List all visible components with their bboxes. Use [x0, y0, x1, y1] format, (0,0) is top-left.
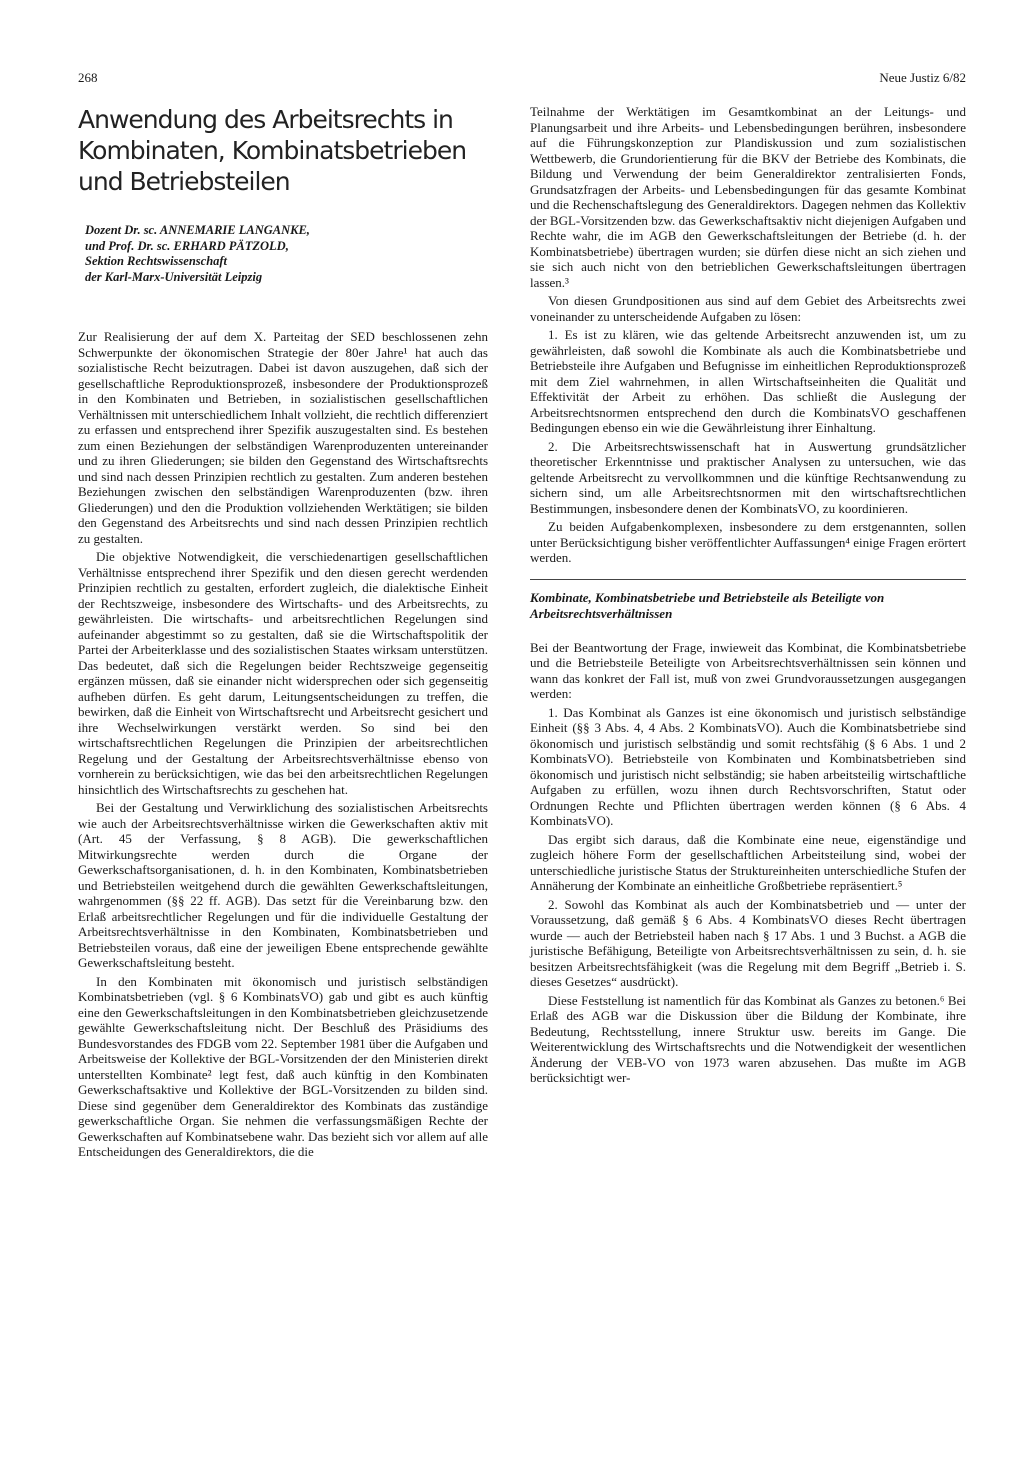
- article-title: Anwendung des Arbeitsrechts in Kombinaten, Kombinatsbetrieben und Betriebsteilen: [78, 105, 467, 196]
- list-paragraph: 2. Die Arbeitsrechtswissenschaft hat in Auswertung grundsätzlicher theoretischer Erkenntnisse und praktischer Analysen zu untersuchen, wie das geltende Arbeitsrecht zu vervollkommnen und die künftige Rechtsanwendung zu sichern sind, um alle Arbeitsrechtsnormen mit den wirtschaftsrechtlichen Bestimmungen, insbesondere denen der KombinatsVO, zu koordinieren.: [530, 438, 966, 516]
- body-paragraph: Das ergibt sich daraus, daß die Kombinate eine neue, eigenständige und zugleich höhere Form der gesellschaftlichen Arbeitsteilung sind, wobei der unterschiedliche juristische Status der Struktureinheiten unterschiedliche Stufen der Annäherung der Kombinate an einheitliche Großbetriebe repräsentiert.⁵: [530, 831, 966, 893]
- right-column: [530, 104, 966, 1086]
- body-paragraph: Diese Feststellung ist namentlich für das Kombinat als Ganzes zu betonen.⁶ Bei Erlaß des AGB war die Diskussion über die Bildung der Kombinate, ihre Bedeutung, Rechtsstellung, innere Struktur usw. bereits im Gange. Die Weiterentwicklung des Wirtschaftsrechts und die Notwendigkeit der wesentlichen Änderung der VEB-VO von 1973 waren abzusehen. Das mußte im AGB berücksichtigt wer-: [530, 992, 966, 1085]
- author-block: [85, 223, 488, 285]
- author-affiliation: der Karl-Marx-Universität Leipzig: [85, 269, 263, 284]
- author-line: Dozent Dr. sc. ANNEMARIE LANGANKE,: [85, 223, 310, 237]
- author-line: und Prof. Dr. sc. ERHARD PÄTZOLD,: [85, 238, 289, 253]
- list-paragraph: 2. Sowohl das Kombinat als auch der Kombinatsbetrieb und — unter der Voraussetzung, daß gemäß § 6 Abs. 4 KombinatsVO dieses Recht übertragen wurde — auch der Betriebsteil haben nach § 17 Abs. 1 und 3 Buchst. a AGB die juristische Befähigung, Beteiligte von Arbeitsrechtsverhältnissen zu sein, d. h. sie besitzen Arbeitsrechtsfähigkeit (was die Regelung mit dem Begriff „Betrieb i. S. dieses Gesetzes“ ausdrückt).: [530, 896, 966, 989]
- journal-issue: Neue Justiz 6/82: [879, 70, 966, 85]
- body-paragraph: Zu beiden Aufgabenkomplexen, insbesondere zu dem erstgenannten, sollen unter Berücksichtigung bisher veröffentlichter Auffassungen⁴ einige Fragen erörtert werden.: [530, 519, 966, 565]
- list-paragraph: 1. Es ist zu klären, wie das geltende Arbeitsrecht anzuwenden ist, um zu gewährleisten, daß sowohl die Kombinate als auch die Kombinatsbetriebe und Betriebsteile ihre Aufgaben und Befugnisse im einheitlichen Reproduktionsprozeß mit dem Ziel wahrnehmen, in allen Wirtschaftseinheiten die Qualität und Effektivität der Arbeit zu erhöhen. Das schließt die Auslegung der Arbeitsrechtsnormen entsprechend den durch die KombinatsVO geschaffenen Bedingungen ebenso ein wie die Gewährleistung ihrer Einhaltung.: [530, 327, 966, 435]
- section-heading: Kombinate, Kombinatsbetriebe und Betriebsteile als Beteiligte von Arbeitsrechtsverhältnissen: [530, 589, 885, 621]
- body-paragraph: Die objektive Notwendigkeit, die verschiedenartigen gesellschaftlichen Verhältnisse entsprechend ihrer Spezifik und den diesen gerecht werdenden Prinzipien rechtlich zu gestalten, erfordert zugleich, die dialektische Einheit der Rechtszweige, insbesondere des Wirtschafts- und des Arbeitsrechts, zu gewährleisten. Die wirtschafts- und arbeitsrechtlichen Regelungen sind aufeinander abgestimmt so zu gestalten, daß sie die Wirtschaftspolitik der Partei der Arbeiterklasse und des sozialistischen Staates wirksam unterstützen. Das bedeutet, daß sich die Regelungen beider Rechtszweige gegenseitig ergänzen müssen, daß sie einander nicht widersprechen oder sich gegenseitig aufheben dürfen. Es geht darum, Leitungsentscheidungen zu treffen, die bewirken, daß die Einheit von Wirtschaftsrecht und Arbeitsrecht gesichert und ihre Wechselwirkungen verstärkt werden. So sind bei den wirtschaftsrechtlichen Regelungen die Prinzipien der arbeitsrechtlichen Regelung und der Gestaltung der Arbeitsrechtsverhältnisse ebenso von vornherein zu berücksichtigen, wie das bei den arbeitsrechtlichen Regelungen hinsichtlich des Wirtschaftsrechts zu geschehen hat.: [78, 549, 488, 797]
- body-paragraph: Zur Realisierung der auf dem X. Parteitag der SED beschlossenen zehn Schwerpunkte der ökonomischen Strategie der 80er Jahre¹ hat auch das sozialistische Recht beizutragen. Dabei ist davon auszugehen, daß sich der gesellschaftliche Reproduktionsprozeß, insbesondere der Produktionsprozeß in den Kombinaten und Betrieben, in sozialistischen gesellschaftlichen Verhältnissen mit unterschiedlichem Inhalt vollzieht, die rechtlich differenziert zu erfassen und entsprechend ihrer Spezifik auszugestalten sind. Es bestehen zum einen Beziehungen der selbständigen Warenproduzenten untereinander und zu ihren Gliederungen; sie bilden den Gegenstand des Wirtschaftsrechts und sind nach dessen Prinzipien rechtlich zu gestalten. Zum anderen bestehen Beziehungen zwischen den selbständigen Warenproduzenten (bzw. ihren Gliederungen) und den die Produktion vollziehenden Werktätigen; sie bilden den Gegenstand des Arbeitsrechts und sind nach dessen Prinzipien rechtlich zu gestalten.: [78, 329, 488, 546]
- page-header: [78, 70, 966, 86]
- body-paragraph: Von diesen Grundpositionen aus sind auf dem Gebiet des Arbeitsrechts zwei voneinander zu unterscheidende Aufgaben zu lösen:: [530, 293, 966, 324]
- list-paragraph: 1. Das Kombinat als Ganzes ist eine ökonomisch und juristisch selbständige Einheit (§§ 3 Abs. 4, 4 Abs. 2 KombinatsVO). Auch die Kombinatsbetriebe sind ökonomisch und juristisch selbständig und somit rechtsfähig (§ 6 Abs. 1 und 2 KombinatsVO). Betriebsteile von Kombinaten und Kombinatsbetrieben sind ökonomisch und juristisch nicht selbständig; sie haben arbeitsteilig wirtschaftliche Aufgaben zu erfüllen, wozu ihnen durch Rechtsvorschriften, Statut oder Ordnungen Rechte und Pflichten übertragen werden können (§ 6 Abs. 4 KombinatsVO).: [530, 704, 966, 828]
- author-affiliation: Sektion Rechtswissenschaft: [85, 254, 228, 268]
- left-column: [78, 104, 488, 1160]
- body-paragraph: Bei der Gestaltung und Verwirklichung des sozialistischen Arbeitsrechts wie auch der Arbeitsrechtsverhältnisse wirken die Gewerkschaften aktiv mit (Art. 45 der Verfassung, § 8 AGB). Die gewerkschaftlichen Mitwirkungsrechte werden durch die Organe der Gewerkschaftsorganisationen, d. h. in den Kombinaten, Kombinatsbetrieben und Betriebsteilen weitgehend durch die gewählten Gewerkschaftsleitungen, wahrgenommen (§§ 22 ff. AGB). Das setzt für die Vereinbarung bzw. den Erlaß arbeitsrechtlicher Regelungen und für die individuelle Gestaltung der Arbeitsrechtsverhältnisse in den Kombinaten, Kombinatsbetrieben und Betriebsteilen voraus, daß eine der jeweiligen Ebene entsprechende gewählte Gewerkschaftsleitung besteht.: [78, 800, 488, 970]
- body-paragraph: Teilnahme der Werktätigen im Gesamtkombinat an der Leitungs- und Planungsarbeit und ihre Arbeits- und Lebensbedingungen berühren, insbesondere auf die Führungskonzeption zur Plandiskussion und zum sozialistischen Wettbewerb, die Grundorientierung für die BKV der Betriebe des Kombinats, die Bildung und Verwendung der beim Generaldirektor zentralisierten Fonds, Grundsatzfragen der Arbeits- und Lebensbedingungen für das gesamte Kombinat und die Rechenschaftslegung des Generaldirektors. Dagegen nehmen das Kollektiv der BGL-Vorsitzenden bzw. das Gewerkschaftsaktiv nicht diejenigen Aufgaben und Rechte wahr, die im AGB den Gewerkschaftsleitungen der Betriebe (d. h. der Kombinatsbetriebe) übertragen wurden; sie dürfen diese nicht an sich ziehen und sie sich auch nicht von den betrieblichen Gewerkschaftsleitungen übertragen lassen.³: [530, 104, 966, 290]
- body-paragraph: In den Kombinaten mit ökonomisch und juristisch selbständigen Kombinatsbetrieben (vgl. § 6 KombinatsVO) gab und gibt es auch künftig eine den Gewerkschaftsleitungen in den Kombinatsbetrieben gleichzusetzende gewählte Gewerkschaftsleitung nicht. Der Beschluß des Präsidiums des Bundesvorstandes des FDGB vom 22. September 1981 über die Aufgaben und Arbeitsweise der Kollektive der BGL-Vorsitzenden der den Ministerien direkt unterstellten Kombinate² legt fest, daß auch künftig in den Kombinaten Gewerkschaftsaktive und Kollektive der BGL-Vorsitzenden zu bilden sind. Diese sind gegenüber dem Generaldirektor des Kombinats das zuständige gewerkschaftliche Organ. Sie nehmen die verfassungsmäßigen Rechte der Gewerkschaften auf Kombinatsebene wahr. Das bezieht sich vor allem auf alle Entscheidungen des Generaldirektors, die die: [78, 973, 488, 1159]
- section-divider: [530, 579, 966, 580]
- page-number: 268: [78, 70, 98, 85]
- body-paragraph: Bei der Beantwortung der Frage, inwieweit das Kombinat, die Kombinatsbetriebe und die Betriebsteile Beteiligte von Arbeitsrechtsverhältnissen sein können und wann das konkret der Fall ist, muß von zwei Grundvoraussetzungen ausgegangen werden:: [530, 639, 966, 701]
